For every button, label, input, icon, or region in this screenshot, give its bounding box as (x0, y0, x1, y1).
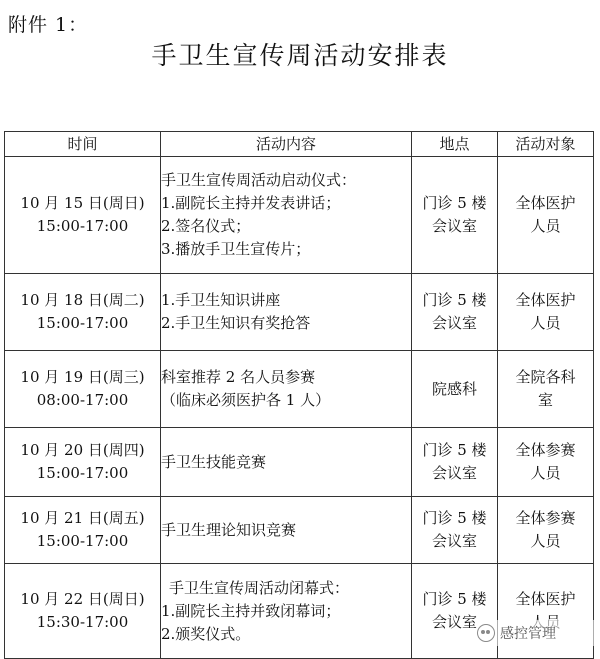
time-cell (5, 428, 161, 497)
content-line: 手卫生技能竞赛 (161, 452, 267, 471)
table-header-row (5, 132, 594, 157)
target-line: 人员 (530, 532, 561, 550)
target-line: 室 (537, 391, 553, 409)
date-text: 10 月 15 日(周日) (20, 194, 145, 212)
target-line: 全体医护 (515, 194, 576, 212)
table-row (5, 274, 594, 351)
content-line: 2.手卫生知识有奖抢答 (161, 314, 311, 332)
content-cell (161, 351, 412, 428)
table-row (5, 351, 594, 428)
target-line: 全院各科 (515, 368, 576, 386)
watermark-text: 感控管理 (500, 626, 556, 642)
content-cell (161, 274, 412, 351)
header-time: 时间 (5, 132, 161, 157)
time-cell (5, 564, 161, 659)
place-line: 门诊 5 楼 (422, 291, 487, 309)
target-line: 人员 (530, 217, 561, 235)
place-line: 门诊 5 楼 (422, 590, 487, 608)
content-cell (161, 497, 412, 564)
time-cell (5, 351, 161, 428)
place-line: 会议室 (431, 613, 477, 631)
table-row (5, 497, 594, 564)
date-text: 10 月 20 日(周四) (20, 441, 145, 459)
target-line: 全体医护 (515, 291, 576, 309)
date-text: 10 月 19 日(周三) (20, 368, 145, 386)
place-line: 门诊 5 楼 (422, 509, 487, 527)
time-cell (5, 274, 161, 351)
content-line: 科室推荐 2 名人员参赛 (161, 368, 316, 386)
place-cell (412, 274, 498, 351)
time-range-text: 15:00-17:00 (36, 464, 129, 482)
target-cell (498, 157, 594, 274)
place-cell (412, 428, 498, 497)
target-line: 人员 (530, 314, 561, 332)
header-content: 活动内容 (161, 132, 412, 157)
time-cell (5, 497, 161, 564)
schedule-table (4, 131, 594, 659)
table-row (5, 428, 594, 497)
target-cell (498, 274, 594, 351)
place-line: 会议室 (431, 464, 477, 482)
content-line: 手卫生宣传周活动启动仪式： (161, 171, 357, 189)
place-line: 会议室 (431, 217, 477, 235)
content-line: 手卫生宣传周活动闭幕式： (169, 578, 350, 597)
place-cell (412, 351, 498, 428)
target-line: 人员 (530, 464, 561, 482)
place-line: 院感科 (431, 379, 477, 398)
target-line: 全体参赛 (515, 441, 576, 459)
content-line: 1.副院长主持并致闭幕词； (161, 601, 341, 620)
place-line: 门诊 5 楼 (422, 194, 487, 212)
page-title: 手卫生宣传周活动安排表 (151, 41, 449, 70)
content-line: 2.颁奖仪式。 (161, 624, 251, 643)
content-cell (161, 157, 412, 274)
header-place: 地点 (412, 132, 498, 157)
table-row (5, 157, 594, 274)
place-line: 门诊 5 楼 (422, 441, 487, 459)
place-cell (412, 157, 498, 274)
watermark (477, 620, 595, 646)
time-range-text: 15:00-17:00 (36, 217, 129, 235)
date-text: 10 月 22 日(周日) (20, 590, 145, 608)
content-cell (161, 564, 412, 659)
target-cell (498, 497, 594, 564)
header-target: 活动对象 (498, 132, 594, 157)
content-line: 3.播放手卫生宣传片； (161, 240, 311, 258)
date-text: 10 月 18 日(周二) (20, 291, 145, 309)
content-line: 2.签名仪式； (161, 217, 251, 235)
place-line: 会议室 (431, 532, 477, 550)
time-range-text: 08:00-17:00 (36, 391, 129, 409)
time-range-text: 15:00-17:00 (36, 532, 129, 550)
target-cell (498, 351, 594, 428)
target-line: 全体医护 (515, 590, 576, 608)
content-cell (161, 428, 412, 497)
content-line: 1.副院长主持并发表讲话； (161, 194, 341, 212)
content-line: 手卫生理论知识竞赛 (161, 520, 297, 539)
place-line: 会议室 (431, 314, 477, 332)
attachment-label: 附件 1： (8, 14, 89, 36)
time-range-text: 15:30-17:00 (36, 613, 129, 631)
target-line: 全体参赛 (515, 509, 576, 527)
target-cell (498, 428, 594, 497)
time-range-text: 15:00-17:00 (36, 314, 129, 332)
content-line: （临床必须医护各 1 人） (161, 391, 331, 409)
wechat-icon (477, 624, 495, 642)
content-line: 1.手卫生知识讲座 (161, 291, 281, 309)
date-text: 10 月 21 日(周五) (20, 509, 145, 527)
time-cell (5, 157, 161, 274)
place-cell (412, 497, 498, 564)
